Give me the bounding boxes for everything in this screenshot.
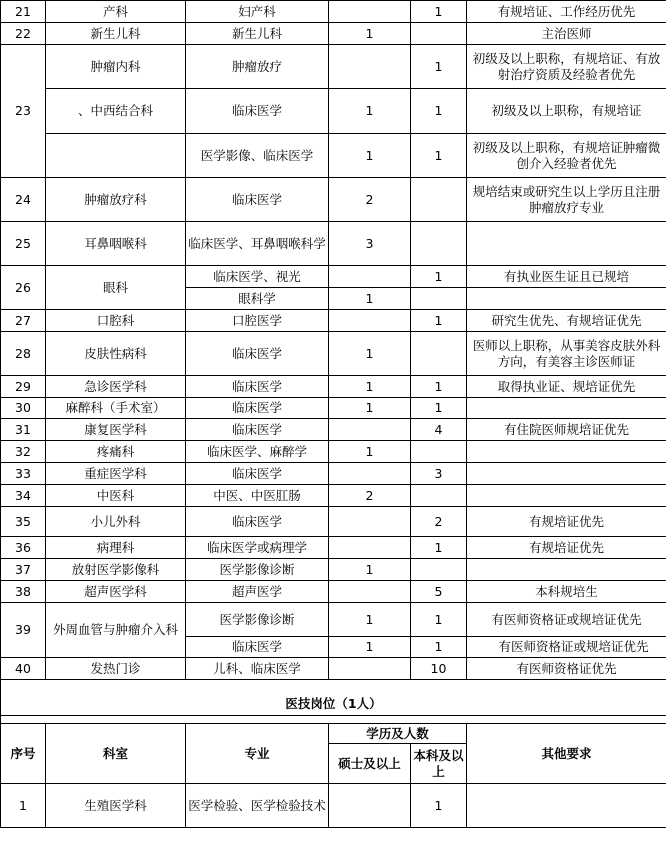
department-cell: 超声医学科	[46, 581, 186, 603]
master-count: 1	[329, 559, 411, 581]
department-cell: 生殖医学科	[46, 784, 186, 828]
table-row	[1, 376, 666, 398]
requirement-cell	[467, 784, 666, 828]
department-cell: 重症医学科	[46, 463, 186, 485]
department-cell: 疼痛科	[46, 441, 186, 463]
master-count	[329, 310, 411, 332]
header-row	[1, 724, 666, 744]
major-cell: 临床医学	[186, 332, 329, 376]
requirement-cell: 有规培证优先	[467, 507, 666, 537]
spacer-row	[1, 716, 666, 724]
major-cell: 临床医学	[186, 398, 329, 419]
master-count: 2	[329, 178, 411, 222]
table-row	[1, 398, 666, 419]
bachelor-count	[411, 222, 467, 266]
department-cell: 肿瘤内科	[46, 45, 186, 89]
bachelor-count: 1	[411, 1, 467, 23]
master-count	[329, 784, 411, 828]
bachelor-count	[411, 178, 467, 222]
bachelor-count: 2	[411, 507, 467, 537]
table-row	[1, 419, 666, 441]
row-number: 39	[1, 603, 46, 658]
requirement-cell	[467, 222, 666, 266]
header-education-group: 学历及人数	[329, 724, 467, 744]
bachelor-count: 1	[411, 376, 467, 398]
table-row	[1, 559, 666, 581]
major-cell: 超声医学	[186, 581, 329, 603]
table-row	[1, 507, 666, 537]
requirement-cell: 取得执业证、规培证优先	[467, 376, 666, 398]
master-count	[329, 581, 411, 603]
major-cell: 临床医学、耳鼻咽喉科学	[186, 222, 329, 266]
requirement-cell: 有医师资格证或规培证优先	[467, 603, 666, 637]
requirement-cell: 有规培证、工作经历优先	[467, 1, 666, 23]
master-count: 1	[329, 332, 411, 376]
master-count: 1	[329, 637, 411, 658]
requirement-cell	[467, 288, 666, 310]
department-cell: 小儿外科	[46, 507, 186, 537]
bachelor-count: 1	[411, 45, 467, 89]
master-count	[329, 463, 411, 485]
bachelor-count: 1	[411, 310, 467, 332]
bachelor-count	[411, 332, 467, 376]
row-number: 31	[1, 419, 46, 441]
section-title: 医技岗位（1人）	[1, 694, 666, 716]
major-cell: 临床医学	[186, 178, 329, 222]
requirement-cell: 规培结束或研究生以上学历且注册肿瘤放疗专业	[467, 178, 666, 222]
requirement-cell: 初级及以上职称，有规培证	[467, 89, 666, 134]
row-number: 33	[1, 463, 46, 485]
department-cell: 皮肤性病科	[46, 332, 186, 376]
master-count	[329, 266, 411, 288]
department-cell: 发热门诊	[46, 658, 186, 680]
table-row	[1, 134, 666, 178]
requirement-cell: 初级及以上职称，有规培证肿瘤微创介入经验者优先	[467, 134, 666, 178]
table-row	[1, 784, 666, 828]
header-master: 硕士及以上	[329, 744, 411, 784]
department-cell: 眼科	[46, 266, 186, 310]
spacer-cell	[1, 680, 666, 694]
major-cell: 临床医学或病理学	[186, 537, 329, 559]
table-row	[1, 222, 666, 266]
master-count	[329, 45, 411, 89]
master-count: 1	[329, 23, 411, 45]
requirement-cell	[467, 441, 666, 463]
table-row	[1, 89, 666, 134]
department-cell: 、中西结合科	[46, 89, 186, 134]
bachelor-count: 5	[411, 581, 467, 603]
master-count	[329, 419, 411, 441]
bachelor-count: 1	[411, 398, 467, 419]
bachelor-count: 1	[411, 637, 467, 658]
major-cell: 口腔医学	[186, 310, 329, 332]
requirement-cell	[467, 559, 666, 581]
department-cell	[46, 134, 186, 178]
major-cell: 临床医学	[186, 637, 329, 658]
major-cell: 临床医学、视光	[186, 266, 329, 288]
master-count	[329, 507, 411, 537]
header-requirements: 其他要求	[467, 724, 666, 784]
table-row	[1, 485, 666, 507]
row-number: 27	[1, 310, 46, 332]
header-bachelor: 本科及以上	[411, 744, 467, 784]
bachelor-count: 1	[411, 537, 467, 559]
bachelor-count: 1	[411, 89, 467, 134]
row-number: 21	[1, 1, 46, 23]
requirement-cell	[467, 398, 666, 419]
department-cell: 康复医学科	[46, 419, 186, 441]
bachelor-count: 4	[411, 419, 467, 441]
row-number: 38	[1, 581, 46, 603]
table-row	[1, 441, 666, 463]
requirement-cell: 有住院医师规培证优先	[467, 419, 666, 441]
major-cell: 肿瘤放疗	[186, 45, 329, 89]
requirement-cell: 本科规培生	[467, 581, 666, 603]
master-count: 2	[329, 485, 411, 507]
table-row	[1, 581, 666, 603]
department-cell: 肿瘤放疗科	[46, 178, 186, 222]
major-cell: 医学影像诊断	[186, 559, 329, 581]
master-count: 1	[329, 134, 411, 178]
department-cell: 放射医学影像科	[46, 559, 186, 581]
major-cell: 临床医学	[186, 89, 329, 134]
table-row	[1, 1, 666, 23]
bachelor-count	[411, 485, 467, 507]
department-cell: 产科	[46, 1, 186, 23]
department-cell: 耳鼻咽喉科	[46, 222, 186, 266]
spacer-cell	[1, 716, 666, 724]
table-row	[1, 178, 666, 222]
row-number: 32	[1, 441, 46, 463]
major-cell: 医学影像、临床医学	[186, 134, 329, 178]
master-count: 1	[329, 398, 411, 419]
table-row	[1, 658, 666, 680]
master-count: 1	[329, 376, 411, 398]
requirement-cell: 初级及以上职称，有规培证、有放射治疗资质及经验者优先	[467, 45, 666, 89]
department-cell: 新生儿科	[46, 23, 186, 45]
major-cell: 医学检验、医学检验技术	[186, 784, 329, 828]
section-title-row	[1, 694, 666, 716]
major-cell: 临床医学、麻醉学	[186, 441, 329, 463]
major-cell: 儿科、临床医学	[186, 658, 329, 680]
bachelor-count: 1	[411, 784, 467, 828]
department-cell: 麻醉科（手术室）	[46, 398, 186, 419]
department-cell: 外周血管与肿瘤介入科	[46, 603, 186, 658]
master-count: 1	[329, 89, 411, 134]
requirement-cell	[467, 485, 666, 507]
major-cell: 临床医学	[186, 376, 329, 398]
master-count: 1	[329, 441, 411, 463]
department-cell: 急诊医学科	[46, 376, 186, 398]
major-cell: 眼科学	[186, 288, 329, 310]
row-number: 37	[1, 559, 46, 581]
row-number: 26	[1, 266, 46, 310]
bachelor-count	[411, 23, 467, 45]
table-row	[1, 23, 666, 45]
row-number: 29	[1, 376, 46, 398]
major-cell: 临床医学	[186, 507, 329, 537]
table-row	[1, 603, 666, 637]
row-number: 35	[1, 507, 46, 537]
major-cell: 中医、中医肛肠	[186, 485, 329, 507]
bachelor-count: 1	[411, 603, 467, 637]
master-count	[329, 658, 411, 680]
table-row	[1, 332, 666, 376]
table-row	[1, 463, 666, 485]
major-cell: 新生儿科	[186, 23, 329, 45]
row-number: 28	[1, 332, 46, 376]
master-count	[329, 537, 411, 559]
master-count: 1	[329, 288, 411, 310]
row-number: 23	[1, 45, 46, 178]
row-number: 24	[1, 178, 46, 222]
header-major: 专业	[186, 724, 329, 784]
bachelor-count: 10	[411, 658, 467, 680]
row-number: 36	[1, 537, 46, 559]
bachelor-count	[411, 288, 467, 310]
bachelor-count	[411, 559, 467, 581]
requirement-cell: 有医师资格证优先	[467, 658, 666, 680]
department-cell: 口腔科	[46, 310, 186, 332]
requirement-cell: 主治医师	[467, 23, 666, 45]
row-number: 1	[1, 784, 46, 828]
table-row	[1, 266, 666, 288]
requirement-cell: 有执业医生证且已规培	[467, 266, 666, 288]
spacer-row	[1, 680, 666, 694]
row-number: 22	[1, 23, 46, 45]
bachelor-count: 1	[411, 134, 467, 178]
row-number: 34	[1, 485, 46, 507]
major-cell: 妇产科	[186, 1, 329, 23]
row-number: 25	[1, 222, 46, 266]
major-cell: 医学影像诊断	[186, 603, 329, 637]
major-cell: 临床医学	[186, 419, 329, 441]
bachelor-count: 3	[411, 463, 467, 485]
header-department: 科室	[46, 724, 186, 784]
row-number: 40	[1, 658, 46, 680]
requirement-cell: 医师以上职称，从事美容皮肤外科方向，有美容主诊医师证	[467, 332, 666, 376]
bachelor-count	[411, 441, 467, 463]
requirement-cell: 有医师资格证或规培证优先	[467, 637, 666, 658]
master-count	[329, 1, 411, 23]
requirement-cell: 有规培证优先	[467, 537, 666, 559]
department-cell: 病理科	[46, 537, 186, 559]
table-row	[1, 537, 666, 559]
requirement-cell: 研究生优先、有规培证优先	[467, 310, 666, 332]
header-number: 序号	[1, 724, 46, 784]
table-row	[1, 45, 666, 89]
bachelor-count: 1	[411, 266, 467, 288]
requirement-cell	[467, 463, 666, 485]
master-count: 1	[329, 603, 411, 637]
table-row	[1, 310, 666, 332]
major-cell: 临床医学	[186, 463, 329, 485]
department-cell: 中医科	[46, 485, 186, 507]
row-number: 30	[1, 398, 46, 419]
master-count: 3	[329, 222, 411, 266]
